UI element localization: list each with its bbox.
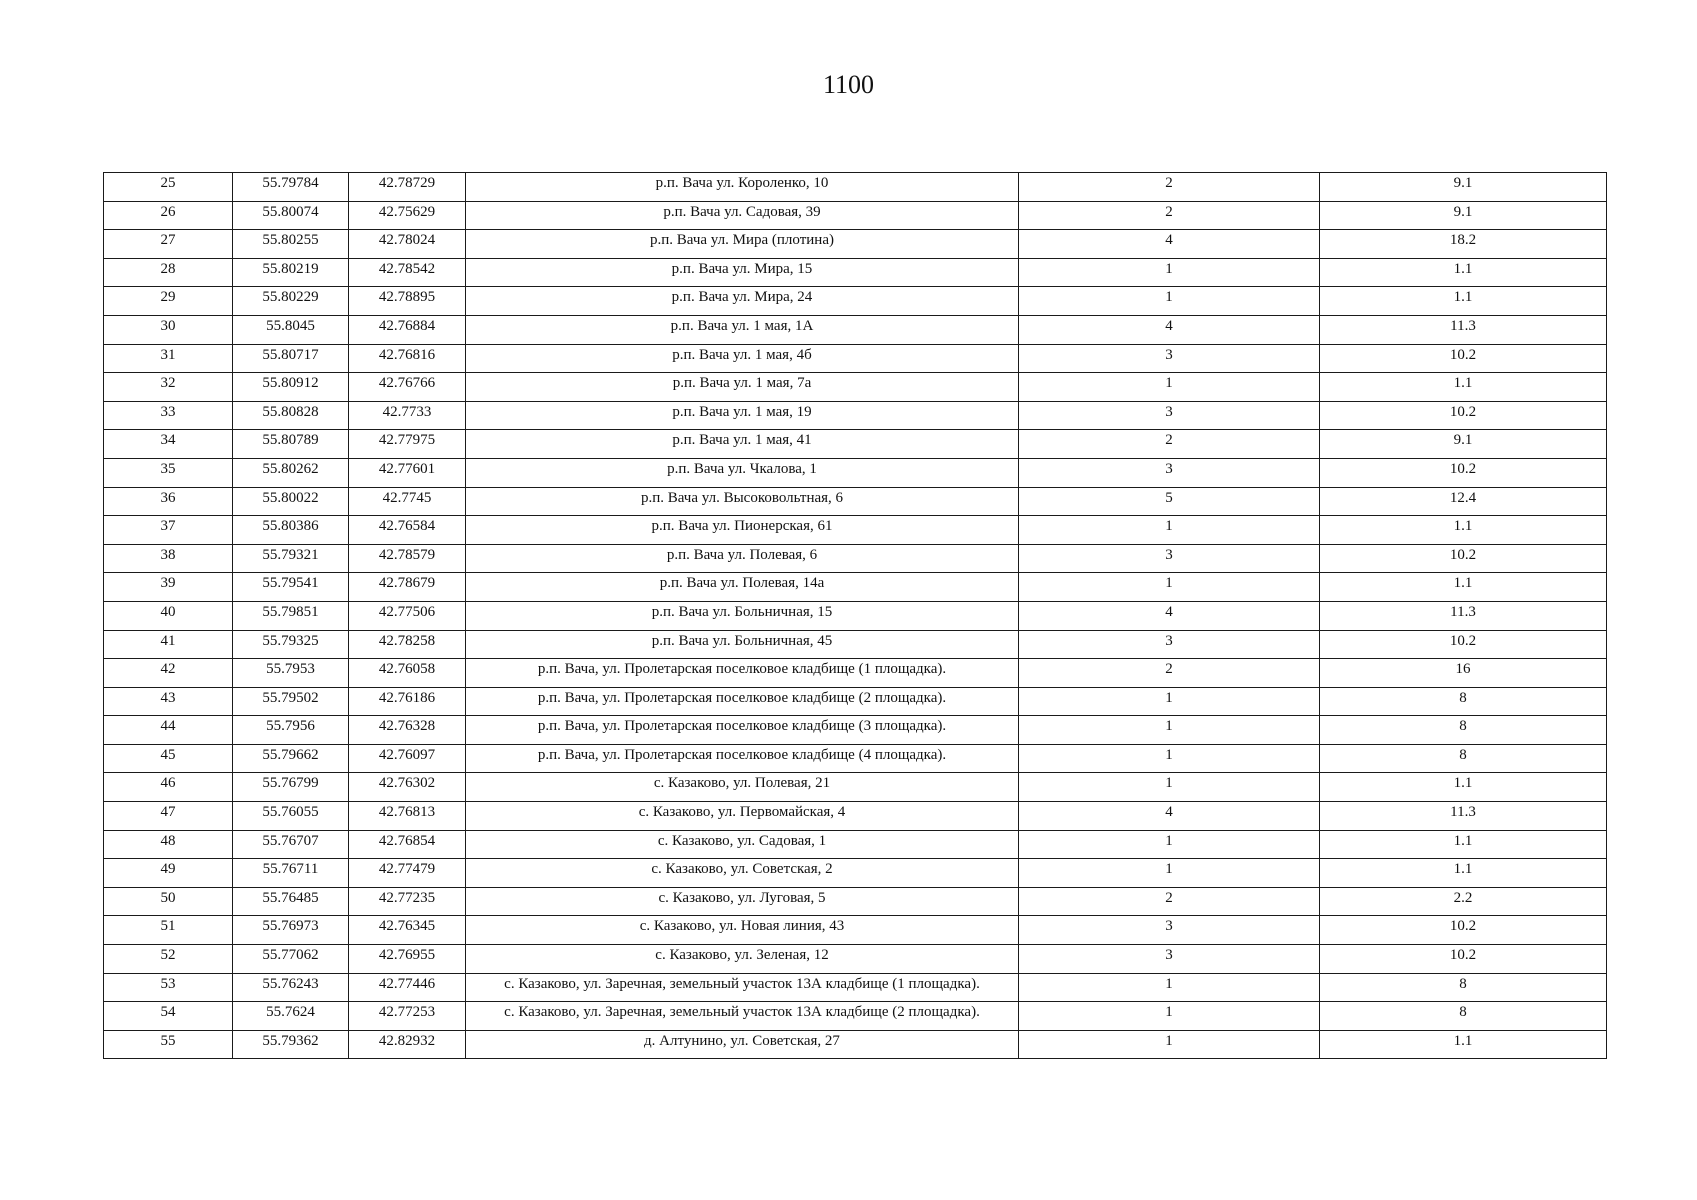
row-number-cell: 49 (104, 859, 233, 888)
row-number-cell: 42 (104, 659, 233, 688)
count-cell: 2 (1019, 887, 1320, 916)
address-cell: р.п. Вача ул. Садовая, 39 (466, 201, 1019, 230)
volume-cell: 8 (1320, 687, 1607, 716)
longitude-cell: 42.76328 (349, 716, 466, 745)
address-cell: с. Казаково, ул. Луговая, 5 (466, 887, 1019, 916)
count-cell: 1 (1019, 773, 1320, 802)
table-row (104, 744, 1607, 773)
longitude-cell: 42.7733 (349, 401, 466, 430)
row-number-cell: 34 (104, 430, 233, 459)
count-cell: 4 (1019, 230, 1320, 259)
longitude-cell: 42.78542 (349, 258, 466, 287)
volume-cell: 1.1 (1320, 859, 1607, 888)
address-cell: р.п. Вача ул. Мира, 15 (466, 258, 1019, 287)
volume-cell: 11.3 (1320, 802, 1607, 831)
volume-cell: 10.2 (1320, 630, 1607, 659)
count-cell: 3 (1019, 630, 1320, 659)
longitude-cell: 42.76955 (349, 945, 466, 974)
address-cell: р.п. Вача ул. Высоковольтная, 6 (466, 487, 1019, 516)
longitude-cell: 42.76584 (349, 516, 466, 545)
volume-cell: 9.1 (1320, 201, 1607, 230)
latitude-cell: 55.80074 (233, 201, 349, 230)
volume-cell: 8 (1320, 1002, 1607, 1031)
latitude-cell: 55.79325 (233, 630, 349, 659)
count-cell: 1 (1019, 287, 1320, 316)
longitude-cell: 42.75629 (349, 201, 466, 230)
count-cell: 1 (1019, 1002, 1320, 1031)
count-cell: 3 (1019, 458, 1320, 487)
address-cell: р.п. Вача ул. 1 мая, 1А (466, 315, 1019, 344)
latitude-cell: 55.80717 (233, 344, 349, 373)
latitude-cell: 55.76055 (233, 802, 349, 831)
row-number-cell: 33 (104, 401, 233, 430)
data-table (103, 172, 1607, 1059)
longitude-cell: 42.77506 (349, 601, 466, 630)
row-number-cell: 26 (104, 201, 233, 230)
count-cell: 5 (1019, 487, 1320, 516)
row-number-cell: 31 (104, 344, 233, 373)
latitude-cell: 55.76707 (233, 830, 349, 859)
row-number-cell: 39 (104, 573, 233, 602)
address-cell: р.п. Вача ул. Больничная, 15 (466, 601, 1019, 630)
count-cell: 2 (1019, 659, 1320, 688)
address-cell: р.п. Вача ул. Короленко, 10 (466, 173, 1019, 202)
latitude-cell: 55.8045 (233, 315, 349, 344)
volume-cell: 10.2 (1320, 916, 1607, 945)
volume-cell: 18.2 (1320, 230, 1607, 259)
longitude-cell: 42.76097 (349, 744, 466, 773)
address-cell: с. Казаково, ул. Советская, 2 (466, 859, 1019, 888)
latitude-cell: 55.79851 (233, 601, 349, 630)
count-cell: 1 (1019, 716, 1320, 745)
volume-cell: 10.2 (1320, 344, 1607, 373)
row-number-cell: 46 (104, 773, 233, 802)
count-cell: 4 (1019, 601, 1320, 630)
latitude-cell: 55.7956 (233, 716, 349, 745)
address-cell: р.п. Вача, ул. Пролетарская поселковое кладбище (2 площадка). (466, 687, 1019, 716)
latitude-cell: 55.76485 (233, 887, 349, 916)
address-cell: с. Казаково, ул. Заречная, земельный участок 13А кладбище (1 площадка). (466, 973, 1019, 1002)
count-cell: 1 (1019, 258, 1320, 287)
count-cell: 3 (1019, 916, 1320, 945)
count-cell: 1 (1019, 830, 1320, 859)
table-row (104, 401, 1607, 430)
table-row (104, 344, 1607, 373)
longitude-cell: 42.76302 (349, 773, 466, 802)
latitude-cell: 55.80828 (233, 401, 349, 430)
row-number-cell: 28 (104, 258, 233, 287)
volume-cell: 1.1 (1320, 1030, 1607, 1059)
count-cell: 3 (1019, 945, 1320, 974)
longitude-cell: 42.76854 (349, 830, 466, 859)
row-number-cell: 29 (104, 287, 233, 316)
volume-cell: 10.2 (1320, 544, 1607, 573)
longitude-cell: 42.76186 (349, 687, 466, 716)
table-row (104, 601, 1607, 630)
table-row (104, 1002, 1607, 1031)
longitude-cell: 42.76816 (349, 344, 466, 373)
latitude-cell: 55.80262 (233, 458, 349, 487)
address-cell: р.п. Вача ул. Мира (плотина) (466, 230, 1019, 259)
volume-cell: 12.4 (1320, 487, 1607, 516)
latitude-cell: 55.76711 (233, 859, 349, 888)
address-cell: р.п. Вача, ул. Пролетарская поселковое кладбище (1 площадка). (466, 659, 1019, 688)
volume-cell: 8 (1320, 744, 1607, 773)
latitude-cell: 55.80229 (233, 287, 349, 316)
page-number: 1100 (822, 70, 875, 99)
row-number-cell: 25 (104, 173, 233, 202)
longitude-cell: 42.77446 (349, 973, 466, 1002)
volume-cell: 11.3 (1320, 601, 1607, 630)
address-cell: р.п. Вача ул. Мира, 24 (466, 287, 1019, 316)
address-cell: р.п. Вача ул. Больничная, 45 (466, 630, 1019, 659)
address-cell: д. Алтунино, ул. Советская, 27 (466, 1030, 1019, 1059)
data-table-container (103, 172, 1606, 1059)
latitude-cell: 55.80386 (233, 516, 349, 545)
count-cell: 1 (1019, 516, 1320, 545)
longitude-cell: 42.77253 (349, 1002, 466, 1031)
table-body (104, 173, 1607, 1059)
address-cell: р.п. Вача ул. 1 мая, 41 (466, 430, 1019, 459)
count-cell: 3 (1019, 401, 1320, 430)
longitude-cell: 42.7745 (349, 487, 466, 516)
longitude-cell: 42.76813 (349, 802, 466, 831)
address-cell: р.п. Вача, ул. Пролетарская поселковое кладбище (4 площадка). (466, 744, 1019, 773)
address-cell: с. Казаково, ул. Первомайская, 4 (466, 802, 1019, 831)
address-cell: р.п. Вача ул. 1 мая, 19 (466, 401, 1019, 430)
volume-cell: 10.2 (1320, 401, 1607, 430)
longitude-cell: 42.82932 (349, 1030, 466, 1059)
row-number-cell: 43 (104, 687, 233, 716)
longitude-cell: 42.76766 (349, 373, 466, 402)
longitude-cell: 42.76884 (349, 315, 466, 344)
longitude-cell: 42.76345 (349, 916, 466, 945)
latitude-cell: 55.79502 (233, 687, 349, 716)
latitude-cell: 55.80912 (233, 373, 349, 402)
volume-cell: 1.1 (1320, 573, 1607, 602)
address-cell: с. Казаково, ул. Новая линия, 43 (466, 916, 1019, 945)
address-cell: с. Казаково, ул. Заречная, земельный участок 13А кладбище (2 площадка). (466, 1002, 1019, 1031)
address-cell: р.п. Вача ул. Полевая, 6 (466, 544, 1019, 573)
table-row (104, 315, 1607, 344)
longitude-cell: 42.77975 (349, 430, 466, 459)
volume-cell: 8 (1320, 716, 1607, 745)
latitude-cell: 55.76973 (233, 916, 349, 945)
latitude-cell: 55.7953 (233, 659, 349, 688)
table-row (104, 544, 1607, 573)
table-row (104, 516, 1607, 545)
table-row (104, 1030, 1607, 1059)
longitude-cell: 42.76058 (349, 659, 466, 688)
table-row (104, 230, 1607, 259)
count-cell: 2 (1019, 173, 1320, 202)
row-number-cell: 55 (104, 1030, 233, 1059)
table-row (104, 802, 1607, 831)
longitude-cell: 42.77479 (349, 859, 466, 888)
table-row (104, 487, 1607, 516)
table-row (104, 258, 1607, 287)
table-row (104, 773, 1607, 802)
row-number-cell: 54 (104, 1002, 233, 1031)
address-cell: с. Казаково, ул. Зеленая, 12 (466, 945, 1019, 974)
row-number-cell: 37 (104, 516, 233, 545)
count-cell: 1 (1019, 744, 1320, 773)
latitude-cell: 55.79784 (233, 173, 349, 202)
address-cell: р.п. Вача ул. Чкалова, 1 (466, 458, 1019, 487)
latitude-cell: 55.79541 (233, 573, 349, 602)
row-number-cell: 36 (104, 487, 233, 516)
row-number-cell: 30 (104, 315, 233, 344)
table-row (104, 430, 1607, 459)
address-cell: р.п. Вача ул. 1 мая, 4б (466, 344, 1019, 373)
row-number-cell: 38 (104, 544, 233, 573)
table-row (104, 945, 1607, 974)
volume-cell: 1.1 (1320, 830, 1607, 859)
row-number-cell: 32 (104, 373, 233, 402)
table-row (104, 973, 1607, 1002)
row-number-cell: 40 (104, 601, 233, 630)
row-number-cell: 53 (104, 973, 233, 1002)
volume-cell: 9.1 (1320, 173, 1607, 202)
count-cell: 2 (1019, 201, 1320, 230)
latitude-cell: 55.7624 (233, 1002, 349, 1031)
table-row (104, 687, 1607, 716)
latitude-cell: 55.79321 (233, 544, 349, 573)
address-cell: с. Казаково, ул. Садовая, 1 (466, 830, 1019, 859)
address-cell: с. Казаково, ул. Полевая, 21 (466, 773, 1019, 802)
longitude-cell: 42.78258 (349, 630, 466, 659)
longitude-cell: 42.78679 (349, 573, 466, 602)
table-row (104, 916, 1607, 945)
row-number-cell: 47 (104, 802, 233, 831)
table-row (104, 716, 1607, 745)
volume-cell: 1.1 (1320, 773, 1607, 802)
table-row (104, 458, 1607, 487)
row-number-cell: 45 (104, 744, 233, 773)
latitude-cell: 55.76243 (233, 973, 349, 1002)
address-cell: р.п. Вача, ул. Пролетарская поселковое кладбище (3 площадка). (466, 716, 1019, 745)
row-number-cell: 48 (104, 830, 233, 859)
latitude-cell: 55.76799 (233, 773, 349, 802)
volume-cell: 8 (1320, 973, 1607, 1002)
longitude-cell: 42.77601 (349, 458, 466, 487)
longitude-cell: 42.78895 (349, 287, 466, 316)
count-cell: 2 (1019, 430, 1320, 459)
row-number-cell: 51 (104, 916, 233, 945)
latitude-cell: 55.80255 (233, 230, 349, 259)
count-cell: 4 (1019, 315, 1320, 344)
volume-cell: 1.1 (1320, 287, 1607, 316)
row-number-cell: 50 (104, 887, 233, 916)
table-row (104, 630, 1607, 659)
table-row (104, 201, 1607, 230)
table-row (104, 659, 1607, 688)
volume-cell: 16 (1320, 659, 1607, 688)
row-number-cell: 27 (104, 230, 233, 259)
volume-cell: 10.2 (1320, 458, 1607, 487)
count-cell: 3 (1019, 344, 1320, 373)
latitude-cell: 55.77062 (233, 945, 349, 974)
volume-cell: 1.1 (1320, 516, 1607, 545)
count-cell: 4 (1019, 802, 1320, 831)
longitude-cell: 42.78579 (349, 544, 466, 573)
table-row (104, 287, 1607, 316)
address-cell: р.п. Вача ул. Полевая, 14а (466, 573, 1019, 602)
row-number-cell: 41 (104, 630, 233, 659)
count-cell: 1 (1019, 973, 1320, 1002)
row-number-cell: 35 (104, 458, 233, 487)
table-row (104, 173, 1607, 202)
row-number-cell: 44 (104, 716, 233, 745)
count-cell: 1 (1019, 859, 1320, 888)
longitude-cell: 42.78024 (349, 230, 466, 259)
count-cell: 1 (1019, 373, 1320, 402)
count-cell: 1 (1019, 1030, 1320, 1059)
volume-cell: 1.1 (1320, 373, 1607, 402)
longitude-cell: 42.77235 (349, 887, 466, 916)
volume-cell: 11.3 (1320, 315, 1607, 344)
volume-cell: 10.2 (1320, 945, 1607, 974)
latitude-cell: 55.79362 (233, 1030, 349, 1059)
longitude-cell: 42.78729 (349, 173, 466, 202)
latitude-cell: 55.80022 (233, 487, 349, 516)
volume-cell: 9.1 (1320, 430, 1607, 459)
volume-cell: 1.1 (1320, 258, 1607, 287)
latitude-cell: 55.79662 (233, 744, 349, 773)
address-cell: р.п. Вача ул. Пионерская, 61 (466, 516, 1019, 545)
table-row (104, 830, 1607, 859)
table-row (104, 859, 1607, 888)
count-cell: 1 (1019, 573, 1320, 602)
table-row (104, 573, 1607, 602)
table-row (104, 373, 1607, 402)
count-cell: 3 (1019, 544, 1320, 573)
table-row (104, 887, 1607, 916)
row-number-cell: 52 (104, 945, 233, 974)
address-cell: р.п. Вача ул. 1 мая, 7а (466, 373, 1019, 402)
latitude-cell: 55.80219 (233, 258, 349, 287)
latitude-cell: 55.80789 (233, 430, 349, 459)
volume-cell: 2.2 (1320, 887, 1607, 916)
count-cell: 1 (1019, 687, 1320, 716)
